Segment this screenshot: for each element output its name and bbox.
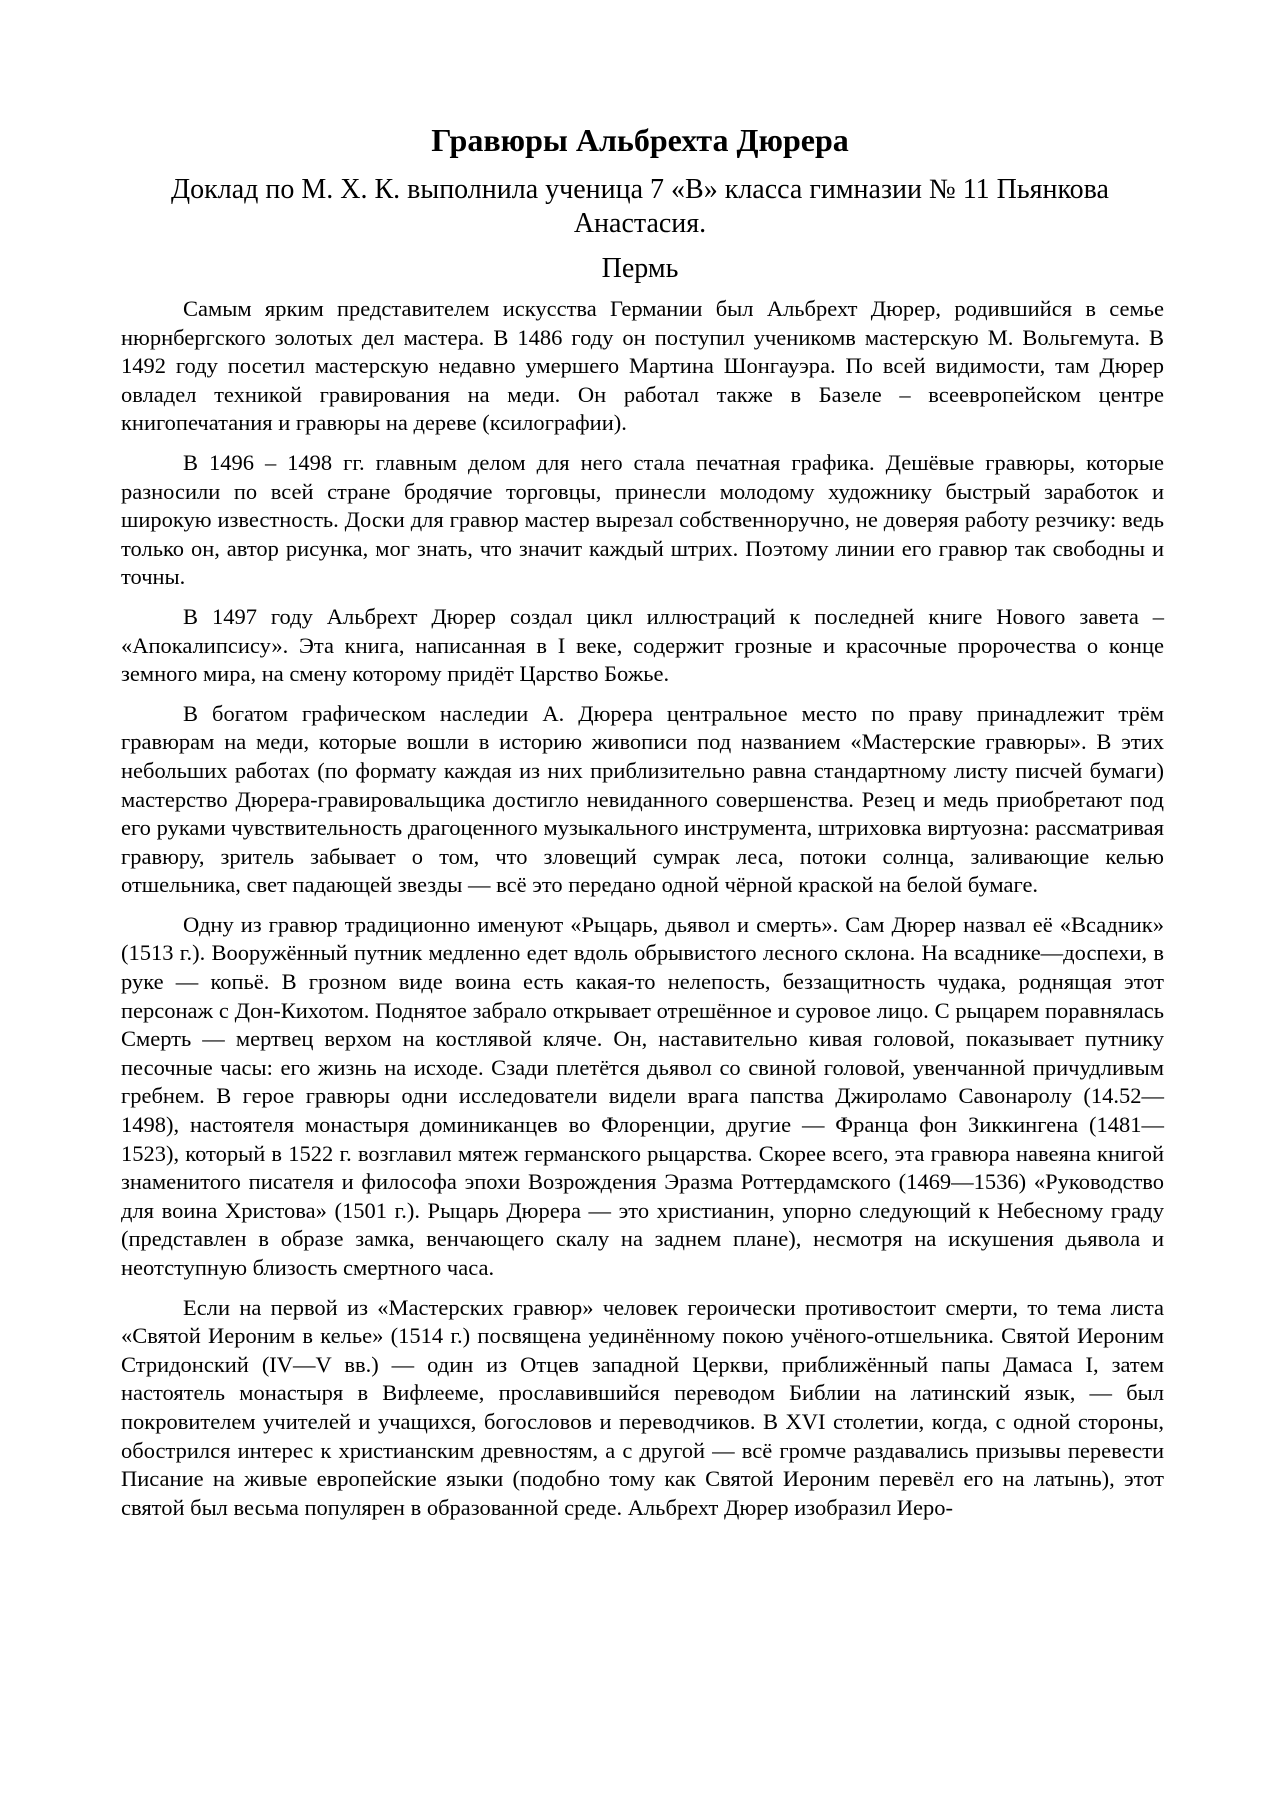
paragraph-5: Одну из гравюр традиционно именуют «Рыцарь, дьявол и смерть». Сам Дюрер назвал её «Всадник» (1513 г.). Вооружённый путник медленно едет вдоль обрывистого лесного склона. На всаднике—доспехи, в руке — копьё. В грозном виде воина есть какая-то нелепость, беззащитность чудака, роднящая этот персонаж с Дон-Кихотом. Поднятое забрало открывает отрешённое и суровое лицо. С рыцарем поравнялась Смерть — мертвец верхом на костлявой кляче. Он, наставительно кивая головой, показывает путнику песочные часы: его жизнь на исходе. Сзади плетётся дьявол со свиной головой, увенчанной причудливым гребнем. В герое гравюры одни исследователи видели врага папства Джироламо Савонаролу (14.52— 1498), настоятеля монастыря доминиканцев во Флоренции, другие — Франца фон Зиккингена (1481— 1523), который в 1522 г. возглавил мятеж германского рыцарства. Скорее всего, эта гравюра навеяна книгой знаменитого писателя и философа эпохи Возрождения Эразма Роттердамского (1469—1536) «Руководство для воина Христова» (1501 г.). Рыцарь Дюрера — это христианин, упорно следующий к Небесному граду (представлен в образе замка, венчающего скалу на заднем плане), несмотря на искушения дьявола и неотступную близость смертного часа. bbox=[121, 911, 1164, 1280]
paragraph-2: В 1496 – 1498 гг. главным делом для него стала печатная графика. Дешёвые гравюры, которые разносили по всей стране бродячие торговцы, принесли молодому художнику быстрый заработок и широкую известность. Доски для гравюр мастер вырезал собственноручно, не доверяя работу резчику: ведь только он, автор рисунка, мог знать, что значит каждый штрих. Поэтому линии его гравюр так свободны и точны. bbox=[121, 449, 1164, 590]
paragraph-6: Если на первой из «Мастерских гравюр» человек героически противостоит смерти, то тема листа «Святой Иероним в келье» (1514 г.) посвящена уединённому покою учёного-отшельника. Святой Иероним Стридонский (IV—V вв.) — один из Отцев западной Церкви, приближённый папы Дамаса I, затем настоятель монастыря в Вифлееме, прославившийся переводом Библии на латинский язык, — был покровителем учителей и учащихся, богословов и переводчиков. В XVI столетии, когда, с одной стороны, обострился интерес к христианским древностям, а с другой — всё громче раздавались призывы перевести Писание на живые европейские языки (подобно тому как Святой Иероним перевёл его на латынь), этот святой был весьма популярен в образованной среде. Альбрехт Дюрер изобразил Иеро- bbox=[121, 1294, 1164, 1520]
document-city: Пермь bbox=[601, 253, 679, 284]
paragraph-1: Самым ярким представителем искусства Германии был Альбрехт Дюрер, родившийся в семье нюрнбергского золотых дел мастера. В 1486 году он поступил ученикомв мастерскую М. Вольгемута. В 1492 году посетил мастерскую недавно умершего Мартина Шонгауэра. По всей видимости, там Дюрер овладел техникой гравирования на меди. Он работал также в Базеле – всеевропейском центре книгопечатания и гравюры на дереве (ксилографии). bbox=[121, 296, 1164, 436]
document-body bbox=[121, 295, 1164, 1533]
paragraph-4: В богатом графическом наследии А. Дюрера центральное место по праву принадлежит трём гравюрам на меди, которые вошли в историю живописи под названием «Мастерские гравюры». В этих небольших работах (по формату каждая из них приблизительно равна стандартному листу писчей бумаги) мастерство Дюрера-гравировальщика достигло невиданного совершенства. Резец и медь приобретают под его руками чувствительность драгоценного музыкального инструмента, штриховка виртуозна: рассматривая гравюру, зритель забывает о том, что зловещий сумрак леса, потоки солнца, заливающие келью отшельника, свет падающей звезды — всё это передано одной чёрной краской на белой бумаге. bbox=[121, 700, 1164, 898]
document-subtitle: Доклад по М. Х. К. выполнила ученица 7 «В» класса гимназии № 11 Пьянкова Анастасия. bbox=[171, 174, 1109, 239]
document-title: Гравюры Альбрехта Дюрера bbox=[431, 122, 849, 158]
paragraph-3: В 1497 году Альбрехт Дюрер создал цикл иллюстраций к последней книге Нового завета – «Апокалипсису». Эта книга, написанная в I веке, содержит грозные и красочные пророчества о конце земного мира, на смену которому придёт Царство Божье. bbox=[121, 603, 1164, 687]
